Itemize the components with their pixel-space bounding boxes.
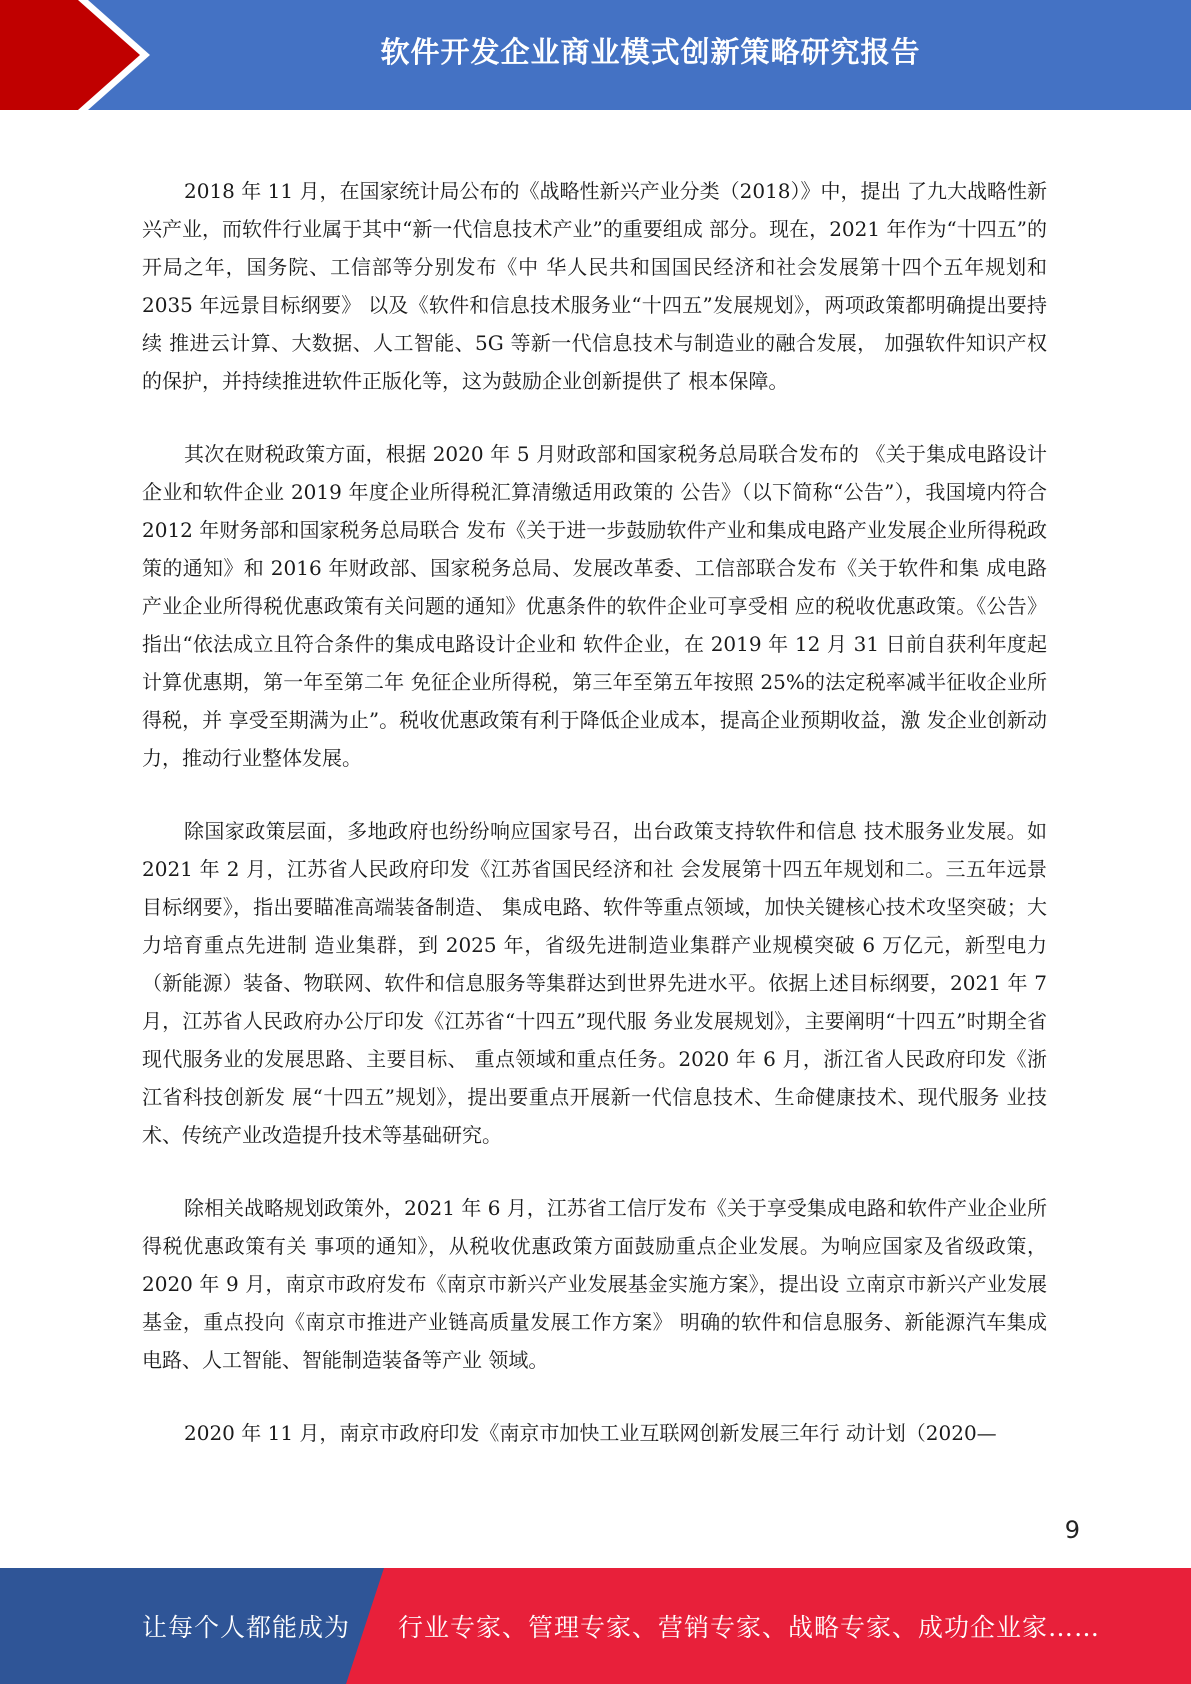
header-title: 软件开发企业商业模式创新策略研究报告	[380, 34, 921, 69]
paragraph-1: 2018 年 11 月，在国家统计局公布的《战略性新兴产业分类（2018）》中，提出 了九大战略性新兴产业，而软件行业属于其中“新一代信息技术产业”的重要组成 部分。现在，2021 年作为“十四五”的开局之年，国务院、工信部等分别发布《中 华人民共和国国民经济和社会发展第十四个五年规划和 2035 年远景目标纲要》 以及《软件和信息技术服务业“十四五”发展规划》，两项政策都明确提出要持续 推进云计算、大数据、人工智能、5G 等新一代信息技术与制造业的融合发展， 加强软件知识产权的保护，并持续推进软件正版化等，这为鼓励企业创新提供了 根本保障。	[142, 179, 1047, 393]
page-number: 9	[1064, 1516, 1080, 1544]
report-body	[142, 172, 1047, 1487]
header-band	[0, 0, 1191, 110]
footer-band	[0, 1568, 1191, 1684]
footer-slogan-right: 行业专家、管理专家、营销专家、战略专家、成功企业家……	[398, 1613, 1101, 1642]
paragraph-4: 除相关战略规划政策外，2021 年 6 月，江苏省工信厅发布《关于享受集成电路和软件产业企业所得税优惠政策有关 事项的通知》，从税收优惠政策方面鼓励重点企业发展。为响应国家及省级政策，2020 年 9 月，南京市政府发布《南京市新兴产业发展基金实施方案》，提出设 立南京市新兴产业发展基金，重点投向《南京市推进产业链高质量发展工作方案》 明确的软件和信息服务、新能源汽车集成电路、人工智能、智能制造装备等产业 领域。	[142, 1196, 1047, 1372]
paragraph-2: 其次在财税政策方面，根据 2020 年 5 月财政部和国家税务总局联合发布的 《关于集成电路设计企业和软件企业 2019 年度企业所得税汇算清缴适用政策的 公告》（以下简称“公告”），我国境内符合 2012 年财务部和国家税务总局联合 发布《关于进一步鼓励软件产业和集成电路产业发展企业所得税政策的通知》和 2016 年财政部、国家税务总局、发展改革委、工信部联合发布《关于软件和集 成电路产业企业所得税优惠政策有关问题的通知》优惠条件的软件企业可享受相 应的税收优惠政策。《公告》指出“依法成立且符合条件的集成电路设计企业和 软件企业，在 2019 年 12 月 31 日前自获利年度起计算优惠期，第一年至第二年 免征企业所得税，第三年至第五年按照 25%的法定税率减半征收企业所得税，并 享受至期满为止”。税收优惠政策有利于降低企业成本，提高企业预期收益，激 发企业创新动力，推动行业整体发展。	[142, 442, 1047, 770]
paragraph-5: 2020 年 11 月，南京市政府印发《南京市加快工业互联网创新发展三年行 动计划（2020—	[184, 1421, 997, 1445]
paragraph-3: 除国家政策层面，多地政府也纷纷响应国家号召，出台政策支持软件和信息 技术服务业发展。如 2021 年 2 月，江苏省人民政府印发《江苏省国民经济和社 会发展第十四五年规划和二。三五年远景目标纲要》，指出要瞄准高端装备制造、 集成电路、软件等重点领域，加快关键核心技术攻坚突破；大力培育重点先进制 造业集群，到 2025 年，省级先进制造业集群产业规模突破 6 万亿元，新型电力 （新能源）装备、物联网、软件和信息服务等集群达到世界先进水平。依据上述目标纲要，2021 年 7 月，江苏省人民政府办公厅印发《江苏省“十四五”现代服 务业发展规划》，主要阐明“十四五”时期全省现代服务业的发展思路、主要目标、 重点领域和重点任务。2020 年 6 月，浙江省人民政府印发《浙江省科技创新发 展“十四五”规划》，提出要重点开展新一代信息技术、生命健康技术、现代服务 业技术、传统产业改造提升技术等基础研究。	[142, 819, 1047, 1147]
footer-slogan-left: 让每个人都能成为	[142, 1613, 351, 1642]
